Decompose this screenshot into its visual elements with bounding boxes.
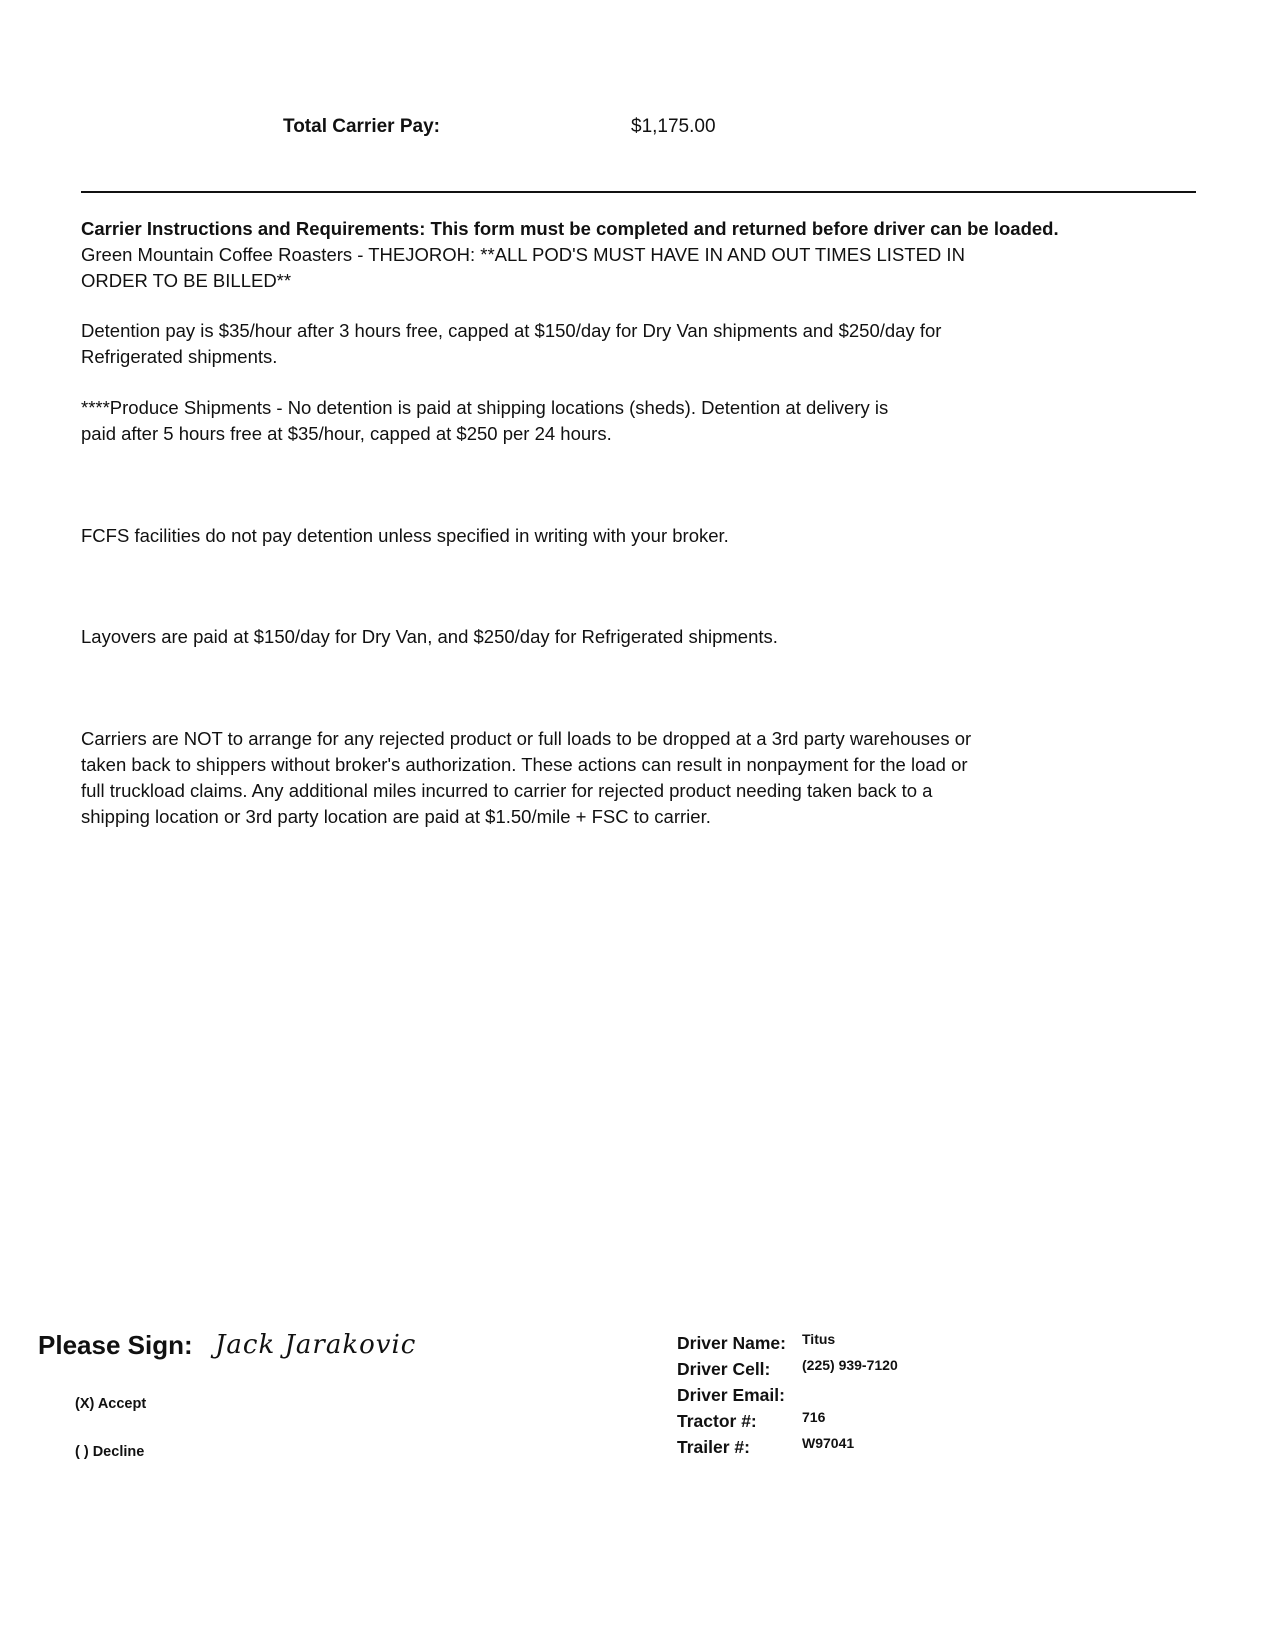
trailer-number-label: Trailer #: [677, 1437, 750, 1457]
tractor-number-value: 716 [802, 1409, 826, 1425]
driver-name-label: Driver Name: [677, 1333, 786, 1353]
please-sign-label: Please Sign: [38, 1330, 193, 1360]
detention-line: Refrigerated shipments. [81, 346, 278, 367]
customer-note-line: ORDER TO BE BILLED** [81, 270, 292, 291]
customer-note-line: Green Mountain Coffee Roasters - THEJOROH: **ALL POD'S MUST HAVE IN AND OUT TIMES LISTED IN [81, 244, 965, 265]
rejected-product-line: full truckload claims. Any additional miles incurred to carrier for rejected product needing taken back to a [81, 780, 933, 801]
divider [81, 191, 1196, 193]
trailer-number-value: W97041 [802, 1435, 855, 1451]
detention-line: Detention pay is $35/hour after 3 hours free, capped at $150/day for Dry Van shipments and $250/day for [81, 320, 942, 341]
instructions-block [81, 216, 1201, 294]
instructions-heading: Carrier Instructions and Requirements: This form must be completed and returned before driver can be loaded. [81, 218, 1059, 239]
tractor-number-label: Tractor #: [677, 1411, 757, 1431]
rejected-product-line: taken back to shippers without broker's authorization. These actions can result in nonpayment for the load or [81, 754, 968, 775]
fcfs-line: FCFS facilities do not pay detention unless specified in writing with your broker. [81, 525, 729, 546]
total-carrier-pay-label: Total Carrier Pay: [283, 116, 440, 137]
decline-option[interactable]: ( ) Decline [75, 1444, 145, 1460]
rejected-product-line: shipping location or 3rd party location are paid at $1.50/mile + FSC to carrier. [81, 806, 711, 827]
accept-option[interactable]: (X) Accept [75, 1396, 147, 1412]
total-carrier-pay-value: $1,175.00 [631, 116, 716, 137]
driver-cell-label: Driver Cell: [677, 1359, 771, 1379]
driver-name-value: Titus [802, 1331, 836, 1347]
detention-paragraph [81, 318, 1201, 370]
fcfs-paragraph [81, 523, 1201, 549]
layovers-paragraph [81, 624, 1201, 650]
rejected-product-paragraph [81, 726, 1201, 830]
driver-cell-value: (225) 939-7120 [802, 1357, 898, 1373]
layovers-line: Layovers are paid at $150/day for Dry Van, and $250/day for Refrigerated shipments. [81, 626, 778, 647]
produce-paragraph [81, 395, 1201, 447]
produce-line: paid after 5 hours free at $35/hour, capped at $250 per 24 hours. [81, 423, 612, 444]
driver-email-label: Driver Email: [677, 1385, 785, 1405]
signature: Jack Jarakovic [215, 1330, 417, 1360]
produce-line: ****Produce Shipments - No detention is paid at shipping locations (sheds). Detention at delivery is [81, 397, 889, 418]
rejected-product-line: Carriers are NOT to arrange for any rejected product or full loads to be dropped at a 3rd party warehouses or [81, 728, 972, 749]
